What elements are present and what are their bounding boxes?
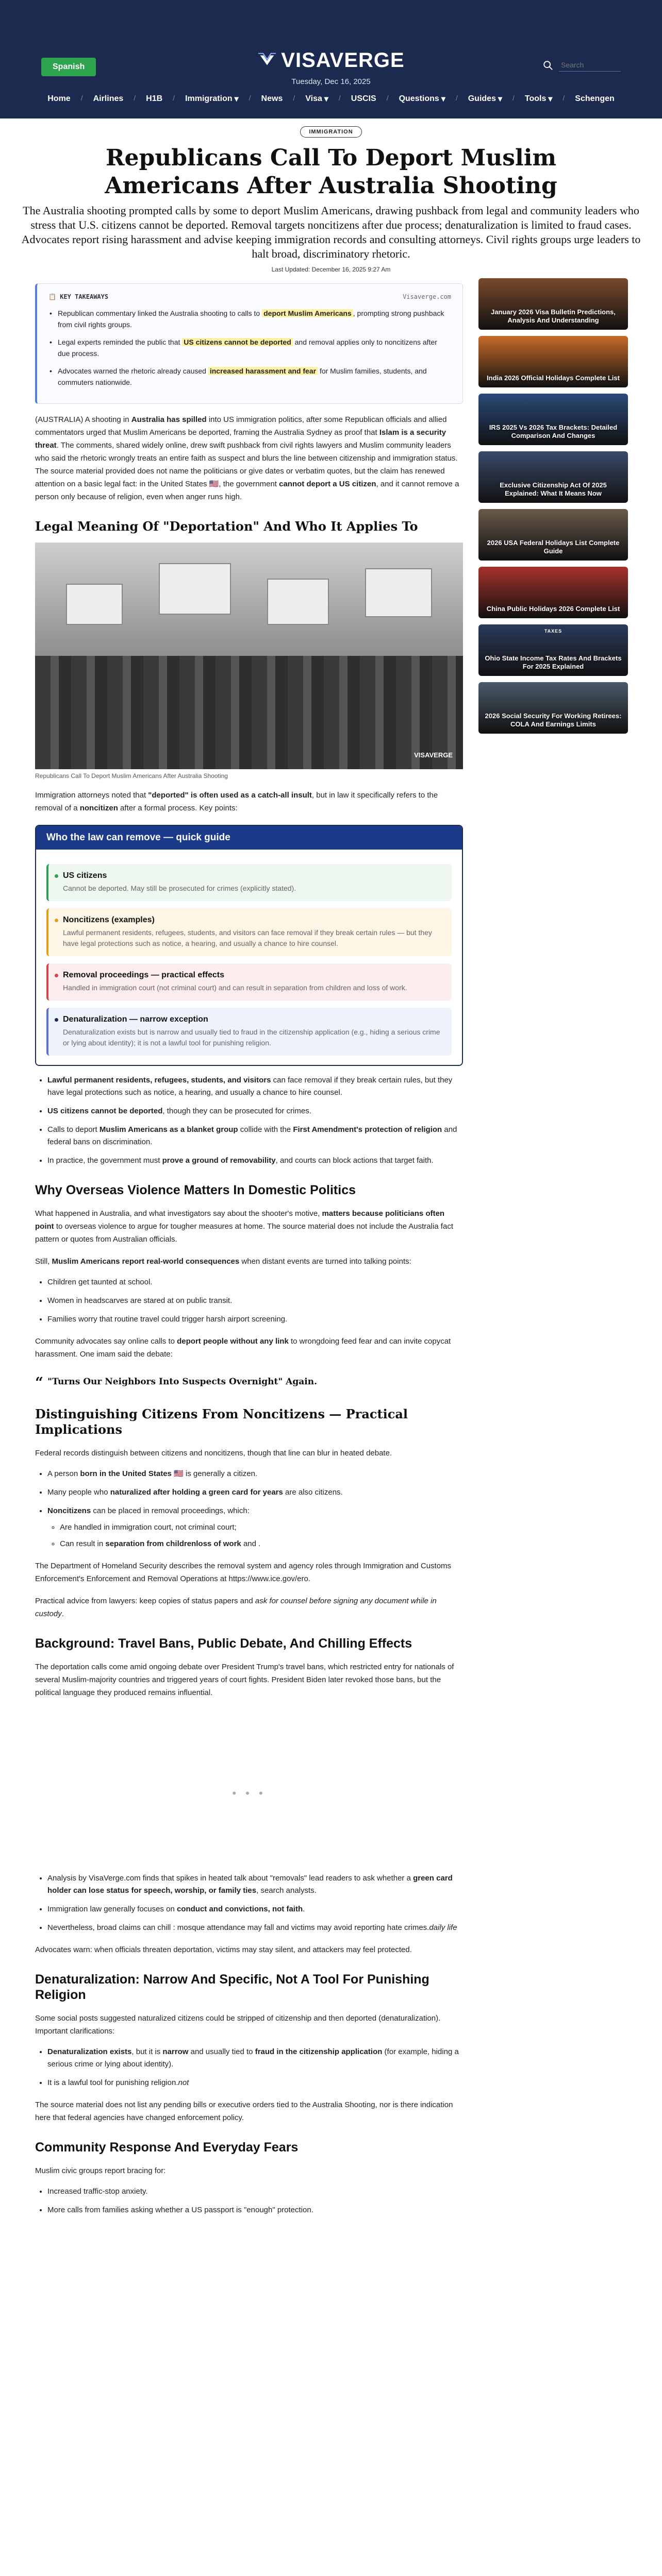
- search-input[interactable]: [559, 59, 621, 72]
- list-item-text: Are handled in immigration court, not criminal court;: [60, 1523, 237, 1532]
- para-text: What happened in Australia, and what investigators say about the shooter's motive,: [35, 1209, 322, 1218]
- nav-item-tools[interactable]: [525, 94, 553, 104]
- nav-item-visa[interactable]: [305, 94, 328, 104]
- card-title: January 2026 Visa Bulletin Predictions, Analysis And Understanding: [491, 308, 616, 324]
- list-item-text: conduct and convictions, not faith: [176, 1905, 303, 1913]
- nav-separator: /: [562, 94, 565, 102]
- chevron-down-icon: ▾: [324, 95, 328, 104]
- guide-body: [36, 850, 462, 1065]
- pull-quote: [35, 1374, 463, 1391]
- related-article-card[interactable]: [478, 624, 628, 676]
- advice-paragraph: [35, 1595, 463, 1620]
- community-paragraph: Muslim civic groups report bracing for:: [35, 2166, 166, 2175]
- list-item-text: Nevertheless, broad claims can chill: [47, 1923, 173, 1932]
- para-italic: ask for counsel before signing any document while in custody: [35, 1597, 437, 1618]
- logo-icon: [257, 50, 277, 70]
- card-title: 2026 Social Security For Working Retirees: COLA And Earnings Limits: [485, 712, 622, 728]
- para-text: Community advocates say online calls to: [35, 1337, 177, 1346]
- list-item-text: can face removal if they break certain rules, but they have legal protections such as notice, a hearing, and usually a chance to hire counsel.: [47, 1076, 453, 1097]
- chevron-down-icon: ▾: [234, 95, 239, 104]
- guide-card-desc: Denaturalization exists but is narrow and usually tied to fraud in the citizenship application (e.g., hiding a serious crime or lying about identity); it is not a lawful tool for punishing religion.: [63, 1028, 440, 1047]
- list-item-text: and usually tied to: [188, 2047, 255, 2056]
- card-tag: TAXES: [544, 629, 562, 634]
- takeaway-item: [48, 365, 451, 388]
- dhs-paragraph: The Department of Homeland Security describes the removal system and agency roles through Immigration and Customs Enforcement's Enforcement and Removal Operations at https://www.ice.gov/ero.: [35, 1562, 452, 1583]
- intro-paragraph: [35, 413, 463, 503]
- bullet-dot-icon: [55, 974, 58, 977]
- list-item-text: Calls to deport: [47, 1125, 100, 1134]
- list-item: [47, 1468, 463, 1480]
- para-text: .: [61, 1609, 64, 1618]
- chevron-down-icon: ▾: [441, 95, 445, 104]
- nav-separator: /: [249, 94, 251, 102]
- header-date: Tuesday, Dec 16, 2025: [291, 77, 371, 86]
- list-item: [47, 1155, 463, 1167]
- list-item-text: separation from children: [105, 1539, 196, 1548]
- overseas-paragraph-2: [35, 1255, 463, 1268]
- nav-item-label: Guides: [468, 94, 496, 103]
- takeaway-highlight: increased harassment and fear: [208, 367, 318, 375]
- card-title: IRS 2025 Vs 2026 Tax Brackets: Detailed Comparison And Changes: [489, 423, 618, 439]
- chevron-down-icon: ▾: [548, 95, 553, 104]
- nav-item-uscis[interactable]: [351, 94, 376, 104]
- legal-paragraph: [35, 789, 463, 815]
- nav-separator: /: [293, 94, 295, 102]
- guide-card-title: Noncitizens (examples): [63, 916, 155, 924]
- list-item: [60, 1521, 463, 1534]
- quote-text: "Turns Our Neighbors Into Suspects Overnight" Again.: [47, 1377, 318, 1387]
- denat-paragraph: Some social posts suggested naturalized citizens could be stripped of citizenship and then deported (denaturalization). Important clarifications:: [35, 2014, 441, 2036]
- legal-text: , but in law it specifically refers to the removal of a: [35, 791, 438, 812]
- nav-item-news[interactable]: [261, 94, 283, 104]
- heading-denaturalization: Denaturalization: Narrow And Specific, Not A Tool For Punishing Religion: [35, 1972, 429, 2002]
- list-item-text: Many people who: [47, 1488, 110, 1497]
- related-article-card[interactable]: [478, 394, 628, 445]
- nav-separator: /: [173, 94, 175, 102]
- related-article-card[interactable]: [478, 682, 628, 734]
- guide-card-desc: Cannot be deported. May still be prosecuted for crimes (explicitly stated).: [63, 884, 296, 892]
- takeaway-text: Advocates warned the rhetoric already caused: [58, 367, 208, 375]
- list-item-text: green card holder can lose status for speech, worship, or family ties: [47, 1874, 453, 1895]
- overseas-paragraph-1: [35, 1207, 463, 1246]
- list-item: • Increased traffic-stop anxiety.: [47, 2185, 463, 2198]
- nav-item-label: Airlines: [93, 94, 124, 103]
- para-text: to wrongdoing feed fear and can invite copycat harassment. One imam said the debate:: [35, 1337, 451, 1359]
- intro-text: , and it cannot remove a person only because of religion, even when anger runs high.: [35, 480, 459, 501]
- guide-card: [46, 908, 452, 956]
- list-item-text: (for example, hiding a serious crime or lying about identity).: [47, 2047, 459, 2069]
- intro-text: . The comments, shared widely online, drew swift pushback from civil rights lawyers and Muslim community leaders who said the rhetoric wrongly treats an entire faith as suspect and blurs the line between citizenship and immigration status. The source material provided does not name the politicians or give dates or verbatim quotes, but the claim has renewed attention on a basic legal fact: in the United States 🇺🇸, the government: [35, 441, 458, 488]
- nav-separator: /: [80, 94, 83, 102]
- distinguish-paragraph: Federal records distinguish between citizens and noncitizens, though that line can blur in heated debate.: [35, 1449, 392, 1458]
- related-article-card[interactable]: [478, 509, 628, 561]
- para-text: when distant events are turned into talking points:: [239, 1257, 411, 1266]
- para-text: to overseas violence to argue for tougher measures at home. The source material does not include the Australia fact pattern or quotes from Australian officials.: [35, 1222, 453, 1244]
- guide-card-desc: Lawful permanent residents, refugees, students, and visitors can face removal if they break certain rules — but they have legal protections such as notice, a hearing, and usually a chance to hire counsel.: [63, 928, 432, 947]
- search-area: [542, 59, 621, 72]
- denat-list: [35, 2046, 463, 2089]
- guide-card-desc: Handled in immigration court (not criminal court) and can result in separation from children and loss of work.: [63, 984, 407, 992]
- protest-photo: [35, 543, 463, 769]
- related-article-card[interactable]: [478, 278, 628, 330]
- intro-text: into US immigration politics, after some Republican officials and allied commentators urged that Muslim Americans be deported, framing the Australia Sydney as proof that: [35, 415, 447, 437]
- takeaway-text: Legal experts reminded the public that: [58, 338, 183, 346]
- legal-bold: noncitizen: [79, 804, 118, 812]
- site-header: [0, 0, 662, 118]
- takeaways-title: 📋 KEY TAKEAWAYS: [48, 293, 109, 300]
- heading-community: Community Response And Everyday Fears: [35, 2140, 299, 2155]
- sub-list: [47, 1521, 463, 1550]
- list-item-text: In practice, the government must: [47, 1156, 162, 1165]
- nav-item-airlines[interactable]: [93, 94, 124, 104]
- list-item-text: born in the United States: [80, 1469, 172, 1478]
- legal-text: Immigration attorneys noted that: [35, 791, 148, 800]
- guide-card: [46, 864, 452, 901]
- protest-sign: [365, 568, 432, 617]
- list-item-text: Muslim Americans as a blanket group: [99, 1125, 238, 1134]
- distinguish-list: [35, 1468, 463, 1550]
- spanish-button[interactable]: Spanish: [41, 58, 96, 76]
- bullet-dot-icon: [55, 1018, 58, 1022]
- list-item: [47, 2077, 463, 2089]
- nav-item-label: Questions: [399, 94, 439, 103]
- list-item-text: are also citizens.: [283, 1488, 343, 1497]
- article-subtitle: The Australia shooting prompted calls by some to deport Muslim Americans, drawing pushback from legal and community leaders who stress that U.S. citizens cannot be deported. Removal targets noncitizens after due process; denaturalization is limited to fraud cases. Advocates report rising harassment and advise keeping immigration records and consulting attorneys. Civil rights groups urge leaders to halt broad, discriminatory rhetoric.: [21, 204, 641, 260]
- list-item-text: naturalized after holding a green card for years: [110, 1488, 283, 1497]
- nav-item-label: Immigration: [185, 94, 233, 103]
- list-item: [47, 1505, 463, 1550]
- nav-item-label: Tools: [524, 94, 547, 103]
- list-item-text: Lawful permanent residents, refugees, students, and visitors: [47, 1076, 271, 1084]
- list-item-text: .: [303, 1905, 305, 1913]
- intro-text: (AUSTRALIA) A shooting in: [35, 415, 131, 424]
- list-item-text: It is: [47, 2078, 62, 2087]
- background-paragraph: The deportation calls come amid ongoing debate over President Trump's travel bans, which restricted entry for nationals of several Muslim-majority countries and triggered years of court fights. President Biden later revoked those bans, but the political language they produced remains influential.: [35, 1663, 454, 1697]
- related-article-card[interactable]: [478, 567, 628, 618]
- intro-bold: cannot deport a US citizen: [279, 480, 376, 488]
- bullet-dot-icon: [55, 919, 58, 922]
- list-item-text: Analysis by VisaVerge.com finds that spikes in heated talk about "removals" lead readers to ask whether a: [47, 1874, 413, 1883]
- list-item-text: Denaturalization exists: [47, 2047, 132, 2056]
- nav-item-label: Schengen: [575, 94, 615, 103]
- list-item-text: a lawful tool for punishing religion.: [61, 2078, 178, 2087]
- nav-separator: /: [386, 94, 389, 102]
- list-item-text: not: [178, 2078, 189, 2087]
- list-item: [47, 1872, 463, 1897]
- community-list: [35, 2185, 463, 2216]
- last-updated: Last Updated: December 16, 2025 9:27 Am: [271, 266, 391, 273]
- quote-mark-icon: “: [35, 1374, 44, 1391]
- list-item: [47, 1903, 463, 1916]
- list-item-text: can be placed in removal proceedings, which:: [91, 1506, 250, 1515]
- guide-title: Who the law can remove — quick guide: [36, 826, 462, 850]
- list-item-text: prove a ground of removability: [162, 1156, 276, 1165]
- list-item-text: , and courts can block actions that target faith.: [275, 1156, 434, 1165]
- para-text: Practical advice from lawyers: keep copies of status papers and: [35, 1597, 255, 1605]
- takeaways-site: Visaverge.com: [403, 293, 451, 300]
- card-title: Ohio State Income Tax Rates And Brackets For 2025 Explained: [485, 654, 622, 670]
- list-item-text: A person: [47, 1469, 80, 1478]
- guide-card-title: US citizens: [63, 871, 107, 880]
- para-bold: Muslim Americans report real-world consequences: [52, 1257, 240, 1266]
- nav-item-schengen[interactable]: [575, 94, 614, 104]
- list-item-text: and federal bans on discrimination.: [47, 1125, 457, 1146]
- para-text: Still,: [35, 1257, 52, 1266]
- list-item-text: narrow: [162, 2047, 189, 2056]
- list-item-text: loss of work: [196, 1539, 241, 1548]
- guide-card: [46, 963, 452, 1001]
- list-item: [47, 2046, 463, 2071]
- quick-guide-box: [35, 825, 463, 1066]
- nav-separator: /: [338, 94, 341, 102]
- list-item: [47, 1124, 463, 1148]
- intro-bold: Australia has spilled: [131, 415, 207, 424]
- list-item-text: Can result in: [60, 1539, 106, 1548]
- takeaway-text: Republican commentary linked the Australia shooting to calls to: [58, 309, 262, 317]
- intro-bold: Islam is a security threat: [35, 428, 446, 450]
- nav-separator: /: [455, 94, 458, 102]
- list-item-text: 🇺🇸 is generally a citizen.: [171, 1469, 258, 1478]
- related-article-card[interactable]: [478, 336, 628, 387]
- guide-card-title: Denaturalization — narrow exception: [63, 1015, 208, 1024]
- takeaway-text: , prompting strong pushback from civil rights groups.: [58, 309, 444, 329]
- list-item: [47, 1074, 463, 1099]
- overseas-list: [35, 1276, 463, 1326]
- nav-item-questions[interactable]: [399, 94, 445, 104]
- heading-background: Background: Travel Bans, Public Debate, And Chilling Effects: [35, 1636, 412, 1651]
- card-title: China Public Holidays 2026 Complete List: [486, 605, 620, 613]
- para-bold: matters because politicians often point: [35, 1209, 445, 1231]
- bullet-dot-icon: [55, 874, 58, 878]
- protest-sign: [159, 563, 231, 615]
- logo-text: VISAVERGE: [281, 49, 405, 72]
- chevron-down-icon: ▾: [498, 95, 502, 104]
- heading-legal-meaning: Legal Meaning Of "Deportation" And Who It Applies To: [35, 519, 418, 534]
- nav-item-label: USCIS: [351, 94, 376, 103]
- protest-sign: [267, 579, 329, 625]
- nav-item-label: Home: [47, 94, 71, 103]
- list-item-text: collide with the: [238, 1125, 293, 1134]
- takeaway-highlight: deport Muslim Americans: [262, 309, 353, 317]
- takeaway-text: for Muslim families, students, and commuters nationwide.: [58, 367, 427, 386]
- takeaway-text: and removal applies only to noncitizens after due process.: [58, 338, 437, 358]
- category-pill[interactable]: IMMIGRATION: [300, 126, 361, 138]
- search-icon[interactable]: [542, 60, 554, 71]
- key-takeaways-box: [35, 283, 463, 404]
- list-item: • More calls from families asking whether a US passport is "enough" protection.: [47, 2204, 463, 2216]
- list-item-text: .: [258, 1539, 261, 1548]
- list-item-text: : mosque attendance may fall and victims may avoid reporting hate crimes.: [173, 1923, 429, 1932]
- list-item-text: , though they can be prosecuted for crimes.: [162, 1107, 311, 1115]
- nav-separator: /: [512, 94, 515, 102]
- guide-card-title: Removal proceedings — practical effects: [63, 971, 224, 979]
- analysis-list: [35, 1872, 463, 1934]
- nav-item-home[interactable]: [47, 94, 70, 104]
- related-article-card[interactable]: [478, 451, 628, 503]
- takeaway-item: [48, 336, 451, 359]
- protest-sign: [66, 584, 123, 625]
- list-item-text: Noncitizens: [47, 1506, 91, 1515]
- article-body: [35, 278, 463, 2223]
- category-pill-wrap: [0, 126, 662, 138]
- guide-card: [46, 1008, 452, 1056]
- heading-distinguish: Distinguishing Citizens From Noncitizens — Practical Implications: [35, 1406, 408, 1437]
- list-item: • Women in headscarves are stared at on public transit.: [47, 1295, 463, 1307]
- list-item: [60, 1538, 463, 1550]
- legal-text: after a formal process. Key points:: [118, 804, 238, 812]
- protest-crowd: [35, 656, 463, 769]
- list-item-text: and: [241, 1539, 259, 1548]
- list-item-text: fraud in the citizenship application: [255, 2047, 383, 2056]
- nav-item-label: Visa: [305, 94, 322, 103]
- ad-placeholder: • • •: [232, 1787, 266, 1800]
- article-title: Republicans Call To Deport Muslim Americans After Australia Shooting: [105, 145, 557, 199]
- photo-caption: Republicans Call To Deport Muslim Americans After Australia Shooting: [35, 772, 228, 779]
- photo-watermark: VISAVERGE: [414, 751, 453, 759]
- nav-separator: /: [134, 94, 136, 102]
- list-item: • Children get taunted at school.: [47, 1276, 463, 1289]
- legal-list: [35, 1074, 463, 1167]
- card-title: India 2026 Official Holidays Complete List: [487, 374, 620, 382]
- nav-item-h1b[interactable]: [146, 94, 162, 104]
- main-nav: [0, 94, 662, 104]
- list-item: • Families worry that routine travel could trigger harsh airport screening.: [47, 1313, 463, 1326]
- list-item-text: , but it is: [131, 2047, 163, 2056]
- nav-item-guides[interactable]: [468, 94, 502, 104]
- list-item: [47, 1922, 463, 1934]
- related-sidebar: [478, 278, 628, 740]
- list-item-text: daily life: [429, 1923, 457, 1932]
- card-title: Exclusive Citizenship Act Of 2025 Explained: What It Means Now: [500, 481, 607, 497]
- list-item-text: US citizens cannot be deported: [47, 1107, 163, 1115]
- card-title: 2026 USA Federal Holidays List Complete Guide: [487, 539, 620, 555]
- source-paragraph: The source material does not list any pending bills or executive orders tied to the Australia Shooting, nor is there indication here that federal agencies have changed enforcement policy.: [35, 2100, 453, 2122]
- overseas-paragraph-3: [35, 1335, 463, 1361]
- takeaways-list: [48, 308, 451, 388]
- list-item: [47, 1105, 463, 1117]
- takeaways-title-text: KEY TAKEAWAYS: [60, 293, 109, 300]
- nav-item-label: News: [261, 94, 283, 103]
- list-item: [47, 1486, 463, 1499]
- nav-item-immigration[interactable]: [185, 94, 239, 104]
- takeaway-item: [48, 308, 451, 330]
- advocates-paragraph: Advocates warn: when officials threaten deportation, victims may stay silent, and attackers may feel protected.: [35, 1945, 412, 1954]
- nav-item-label: H1B: [146, 94, 163, 103]
- list-item-text: Immigration law generally focuses on: [47, 1905, 177, 1913]
- list-item-text: First Amendment's protection of religion: [293, 1125, 442, 1134]
- takeaways-header: [48, 293, 451, 300]
- takeaway-highlight: US citizens cannot be deported: [182, 338, 292, 346]
- list-item-text: , search analysts.: [256, 1886, 317, 1895]
- legal-bold: "deported" is often used as a catch-all insult: [148, 791, 312, 800]
- heading-overseas: Why Overseas Violence Matters In Domestic Politics: [35, 1183, 356, 1197]
- para-bold: deport people without any link: [177, 1337, 289, 1346]
